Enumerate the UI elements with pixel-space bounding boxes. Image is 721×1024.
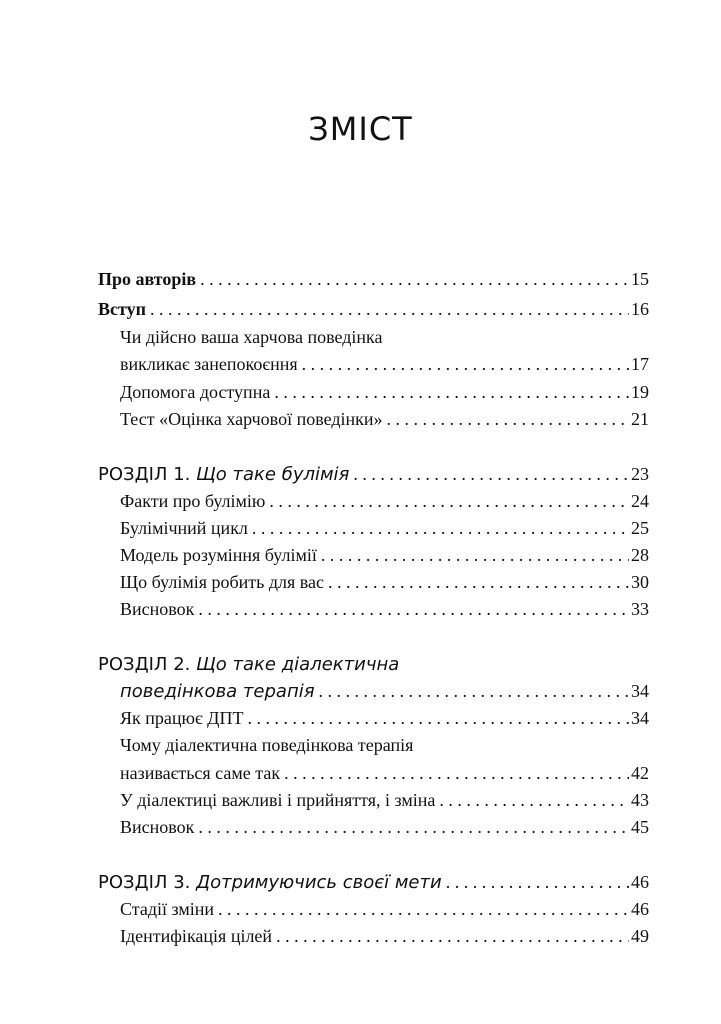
dot-leader	[353, 462, 629, 486]
toc-page-number: 43	[631, 790, 649, 810]
toc-page-number: 33	[631, 599, 649, 619]
toc-entry-label: У діалектиці важливі і прийняття, і зміна	[120, 790, 436, 810]
toc-entry-label: викликає занепокоєння	[120, 354, 298, 374]
toc-entry-bulimic-cycle[interactable]	[120, 516, 649, 540]
chapter-prefix: РОЗДІЛ 2.	[98, 654, 191, 675]
toc-page-number: 19	[631, 382, 649, 402]
toc-chapter-2-line1[interactable]	[98, 652, 649, 676]
dot-leader	[150, 297, 629, 321]
toc-entry-bulimia-model[interactable]	[120, 543, 649, 567]
dot-leader	[387, 407, 629, 431]
chapter-title-continued: поведінкова терапія	[120, 681, 315, 702]
dot-leader	[247, 706, 629, 730]
dot-leader	[302, 352, 629, 376]
toc-entry-label: Про авторів	[98, 269, 197, 289]
toc-entry-why-dbt[interactable]	[120, 761, 649, 785]
toc-entry-label: Тест «Оцінка харчової поведінки»	[120, 409, 383, 429]
dot-leader	[319, 679, 629, 703]
toc-entry-label: Висновок	[120, 599, 195, 619]
toc-chapter-label	[98, 463, 349, 487]
dot-leader	[284, 761, 629, 785]
toc-entry-stages-of-change[interactable]	[120, 897, 649, 921]
toc-entry-label: Допомога доступна	[120, 382, 271, 402]
toc-entry-label: Як працює ДПТ	[120, 708, 244, 728]
toc-entry-conclusion-1[interactable]	[120, 597, 649, 621]
toc-page-number: 17	[631, 354, 649, 374]
toc-page-number: 21	[631, 409, 649, 429]
toc-page-number: 45	[631, 817, 649, 837]
dot-leader	[200, 267, 629, 291]
toc-page-number: 15	[631, 269, 649, 289]
toc-entry-introduction[interactable]	[98, 297, 649, 321]
toc-entry-why-dbt-line1[interactable]	[120, 733, 649, 757]
toc-entry-goal-identification[interactable]	[120, 924, 649, 948]
dot-leader	[274, 380, 629, 404]
toc-entry-label: називається саме так	[120, 763, 281, 783]
toc-entry-bulimia-facts[interactable]	[120, 489, 649, 513]
toc-entry-help-available[interactable]	[120, 380, 649, 404]
toc-entry-eating-test[interactable]	[120, 407, 649, 431]
toc-page-number: 16	[631, 299, 649, 319]
chapter-prefix: РОЗДІЛ 3.	[98, 872, 191, 893]
dot-leader	[198, 815, 629, 839]
toc-entry-acceptance-change[interactable]	[120, 788, 649, 812]
toc-entry-label: Висновок	[120, 817, 195, 837]
toc-entry-label: Чи дійсно ваша харчова поведінка	[120, 327, 383, 347]
chapter-title: Дотримуючись своєї мети	[196, 872, 442, 893]
toc-chapter-label	[98, 654, 399, 675]
toc-entry-label: Стадії зміни	[120, 899, 215, 919]
dot-leader	[218, 897, 629, 921]
dot-leader	[269, 489, 629, 513]
dot-leader	[328, 570, 629, 594]
dot-leader	[276, 924, 629, 948]
dot-leader	[252, 516, 629, 540]
toc-page-number: 42	[631, 763, 649, 783]
toc-entry-what-bulimia-does[interactable]	[120, 570, 649, 594]
toc-chapter-1[interactable]	[98, 462, 649, 486]
toc-entry-label: Факти про булімію	[120, 491, 266, 511]
toc-entry-conclusion-2[interactable]	[120, 815, 649, 839]
toc-page-number: 34	[631, 681, 649, 701]
toc-entry-label: Булімічний цикл	[120, 518, 248, 538]
dot-leader	[446, 870, 629, 894]
toc-entry-label: Модель розуміння булімії	[120, 545, 317, 565]
toc-page-number: 24	[631, 491, 649, 511]
dot-leader	[439, 788, 629, 812]
dot-leader	[321, 543, 629, 567]
toc-entry-about-authors[interactable]	[98, 267, 649, 291]
toc-entry-how-dbt-works[interactable]	[120, 706, 649, 730]
toc-page-number: 28	[631, 545, 649, 565]
toc-page-number: 23	[631, 464, 649, 484]
chapter-title: Що таке діалектична	[196, 654, 400, 675]
toc-chapter-label	[98, 871, 442, 895]
chapter-prefix: РОЗДІЛ 1.	[98, 464, 191, 485]
page-title: ЗМІСТ	[308, 110, 413, 148]
toc-page-number: 30	[631, 572, 649, 592]
toc-entry-label: Чому діалектична поведінкова терапія	[120, 735, 414, 755]
toc-entry-eating-concern-line1[interactable]	[120, 325, 649, 349]
toc-entry-label: Вступ	[98, 299, 146, 319]
chapter-title: Що таке булімія	[196, 464, 350, 485]
toc-page-number: 46	[631, 872, 649, 892]
toc-entry-label: Що булімія робить для вас	[120, 572, 325, 592]
toc-chapter-3[interactable]	[98, 870, 649, 894]
toc-page-number: 49	[631, 926, 649, 946]
dot-leader	[198, 597, 629, 621]
toc-page-number: 25	[631, 518, 649, 538]
toc-entry-eating-concern[interactable]	[120, 352, 649, 376]
toc-chapter-2[interactable]	[120, 679, 649, 703]
toc-page-number: 46	[631, 899, 649, 919]
toc-page-number: 34	[631, 708, 649, 728]
toc-entry-label: Ідентифікація цілей	[120, 926, 273, 946]
